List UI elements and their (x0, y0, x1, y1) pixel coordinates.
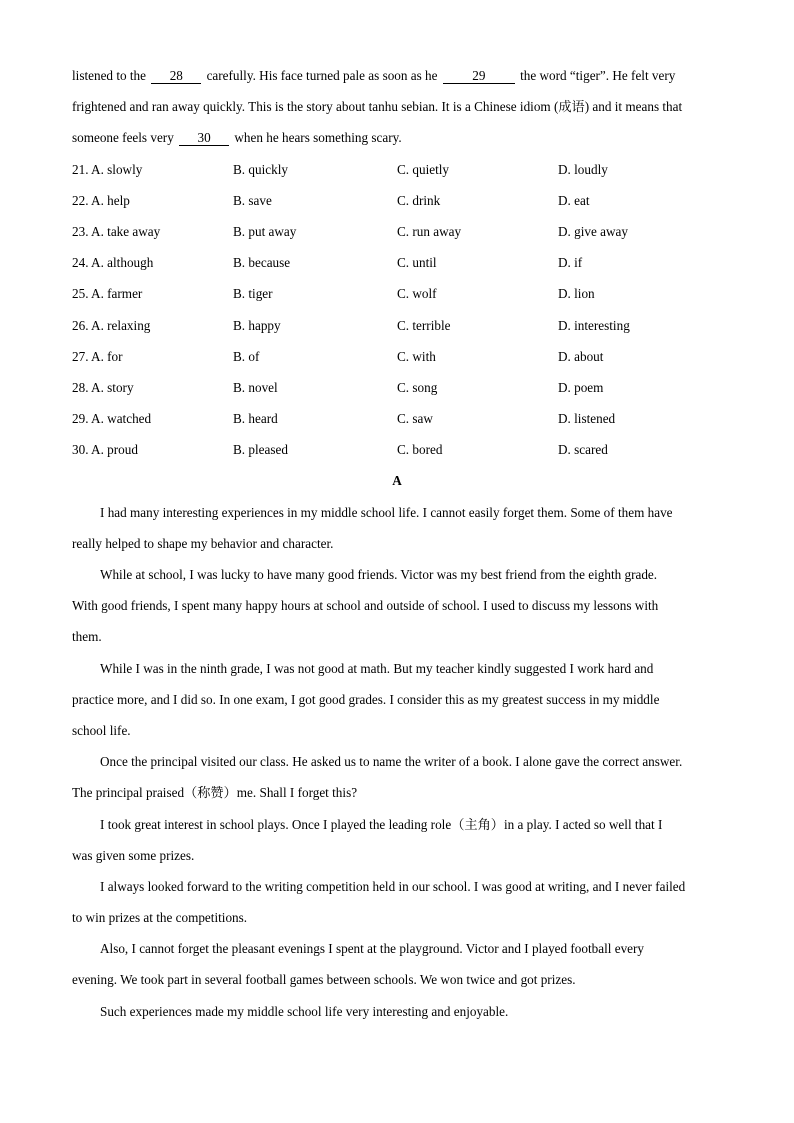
option-b: B. tiger (233, 286, 273, 302)
option-a: 28. A. story (72, 379, 134, 395)
option-b: B. happy (233, 317, 281, 333)
question-row (72, 407, 722, 438)
passage-line-3 (72, 126, 722, 157)
option-d: D. lion (558, 286, 595, 302)
paragraph-line: them. (72, 629, 102, 645)
option-b: B. put away (233, 223, 297, 239)
paragraph-line: I took great interest in school plays. Once I played the leading role（主角）in a play. I acted so well that I (100, 816, 663, 832)
question-row (72, 314, 722, 345)
paragraph-line: was given some prizes. (72, 847, 195, 863)
blank-28: 28 (151, 68, 201, 84)
option-a: 29. A. watched (72, 411, 152, 427)
option-a: 27. A. for (72, 348, 123, 364)
option-b: B. pleased (233, 442, 288, 458)
option-a: 23. A. take away (72, 223, 161, 239)
question-row (72, 189, 722, 220)
paragraph-line: While at school, I was lucky to have many good friends. Victor was my best friend from the eighth grade. (100, 567, 658, 582)
section-heading: A (392, 473, 402, 489)
paragraph-line: I always looked forward to the writing competition held in our school. I was good at writing, and I never failed (100, 878, 686, 894)
option-d: D. eat (558, 192, 590, 208)
question-row (72, 345, 722, 376)
paragraph-line: The principal praised（称赞）me. Shall I forget this? (72, 785, 358, 801)
option-c: C. song (397, 379, 438, 395)
passage-text: carefully. His face turned pale as soon as he (206, 68, 438, 83)
option-d: D. loudly (558, 161, 608, 177)
paragraph-line: evening. We took part in several football games between schools. We won twice and got prizes. (72, 972, 576, 988)
option-b: B. quickly (233, 161, 288, 177)
question-row (72, 376, 722, 407)
passage-text: someone feels very (72, 130, 174, 146)
passage-text: when he hears something scary. (234, 130, 402, 146)
question-row (72, 251, 722, 282)
option-a: 22. A. help (72, 192, 130, 208)
option-c: C. quietly (397, 161, 450, 177)
passage-line-1 (72, 64, 722, 95)
option-b: B. save (233, 192, 272, 208)
paragraph-line: school life. (72, 722, 131, 738)
reading-passage (72, 501, 722, 1031)
option-b: B. of (233, 348, 260, 364)
question-row (72, 220, 722, 251)
passage-text: the word “tiger”. He felt very (520, 68, 676, 83)
passage-text: listened to the (72, 68, 146, 83)
option-c: C. saw (397, 411, 433, 427)
option-d: D. scared (558, 442, 608, 458)
question-row (72, 438, 722, 469)
paragraph-line: With good friends, I spent many happy hours at school and outside of school. I used to discuss my lessons with (72, 598, 659, 614)
option-c: C. terrible (397, 317, 451, 333)
blank-30: 30 (179, 130, 229, 146)
option-b: B. novel (233, 379, 278, 395)
option-d: D. listened (558, 411, 616, 427)
blank-29: 29 (443, 68, 515, 84)
option-d: D. if (558, 255, 583, 271)
option-c: C. with (397, 348, 436, 364)
option-c: C. bored (397, 442, 443, 458)
option-b: B. heard (233, 411, 278, 427)
option-d: D. about (558, 348, 604, 364)
document-page (72, 64, 722, 1031)
option-c: C. run away (397, 223, 462, 239)
paragraph-line: to win prizes at the competitions. (72, 910, 248, 926)
option-d: D. give away (558, 223, 628, 239)
question-row (72, 282, 722, 313)
paragraph-line: Such experiences made my middle school life very interesting and enjoyable. (100, 1003, 509, 1019)
option-a: 26. A. relaxing (72, 317, 151, 333)
option-a: 24. A. although (72, 255, 154, 271)
option-b: B. because (233, 255, 291, 271)
option-d: D. interesting (558, 317, 630, 333)
option-c: C. wolf (397, 286, 437, 302)
option-c: C. drink (397, 192, 441, 208)
paragraph-line: practice more, and I did so. In one exam, I got good grades. I consider this as my greatest success in my middle (72, 691, 660, 707)
option-d: D. poem (558, 379, 604, 395)
question-list (72, 158, 722, 470)
paragraph-line: Once the principal visited our class. He asked us to name the writer of a book. I alone gave the correct answer. (100, 754, 683, 770)
paragraph-line: While I was in the ninth grade, I was not good at math. But my teacher kindly suggested I work hard and (100, 660, 654, 676)
passage-line-2: frightened and ran away quickly. This is the story about tanhu sebian. It is a Chinese idiom (成语) and it means that (72, 99, 683, 115)
option-c: C. until (397, 255, 437, 271)
option-a: 21. A. slowly (72, 161, 143, 177)
question-row (72, 158, 722, 189)
paragraph-line: Also, I cannot forget the pleasant evenings I spent at the playground. Victor and I played football every (100, 941, 645, 957)
option-a: 30. A. proud (72, 442, 138, 458)
paragraph-line: I had many interesting experiences in my middle school life. I cannot easily forget them. Some of them have (100, 504, 673, 520)
paragraph-line: really helped to shape my behavior and character. (72, 535, 334, 551)
option-a: 25. A. farmer (72, 286, 143, 302)
